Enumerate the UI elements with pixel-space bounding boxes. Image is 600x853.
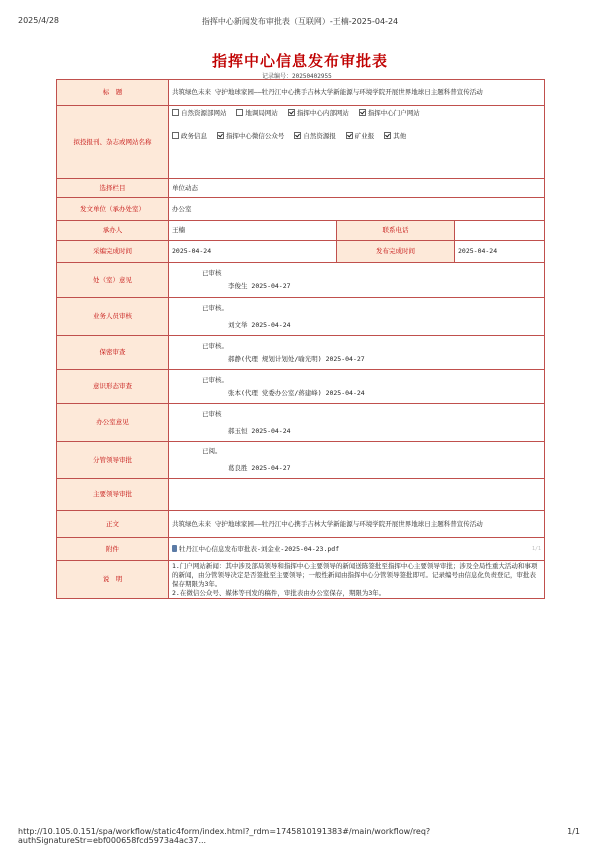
title-row [57,80,545,106]
attachment-link[interactable]: 牡丹江中心信息发布审批表-刘金业-2025-04-23.pdf [179,544,340,553]
opinion-leader-label: 分管领导审批 [57,442,169,479]
opinion-chief-cell [169,479,545,511]
channel-option[interactable]: 地调局网站 [236,109,278,118]
dates-row [57,241,545,263]
attachment-row [57,538,545,561]
explain-line: 1.门户网站新闻：其中涉及部局领导和指挥中心主要领导的新闻送陈签批至指挥中心主要领导审批；涉及全局性重大活动和事项的新闻，由分管领导决定是否签批至主要领导；一般性新闻由指挥中心分管领导签批即可。记录编号由信息化负责登记，审批表保存期限为3年。 [172,562,538,588]
opinion-secret-cell [169,336,545,370]
opinion-secret-row [57,336,545,370]
opinion-leader-row [57,442,545,479]
collect-time-value: 2025-04-24 [169,241,337,263]
handler-label: 承办人 [57,221,169,241]
handler-row [57,221,545,241]
opinion-signature: 张本(代理 党委办公室/蒋建峰) 2025-04-24 [228,388,365,397]
explain-row [57,561,545,599]
attachment-cell [169,538,545,561]
explain-cell [169,561,545,599]
opinion-signature: 李俊生 2025-04-27 [228,282,291,290]
channel-option[interactable]: 自然资源部网站 [172,109,227,118]
body-value: 共筑绿色未来 守护地球家园——牡丹江中心携手吉林大学新能源与环境学院开展世界地球日主题科普宣传活动 [169,511,545,538]
opinion-text: 已审核。 [202,303,228,312]
phone-label: 联系电话 [337,221,455,241]
phone-value [455,221,545,241]
attachment-count: 1/1 [532,545,542,552]
checkbox-icon[interactable] [172,109,179,116]
body-row [57,511,545,538]
print-header-title: 指挥中心新闻发布审批表（互联网）-王楠-2025-04-24 [201,17,399,26]
column-label: 选择栏目 [57,179,169,198]
checkbox-icon[interactable] [217,132,224,139]
opinion-staff-cell [169,298,545,336]
opinion-secret-label: 保密审查 [57,336,169,370]
checkbox-icon[interactable] [359,109,366,116]
form-title: 指挥中心信息发布审批表 [211,52,388,70]
opinion-leader-cell [169,442,545,479]
opinion-dept-row [57,263,545,298]
opinion-signature: 郝玉恒 2025-04-24 [228,426,291,435]
channels-label: 拟投报刊、杂志或网站名称 [57,106,169,179]
opinion-signature: 刘文举 2025-04-24 [228,320,291,329]
opinion-signature: 郝静(代理 规划计划处/喻光明) 2025-04-27 [228,354,365,363]
handler-value: 王楠 [169,221,337,241]
column-row [57,179,545,198]
opinion-text: 已审核。 [202,375,228,384]
approval-form-table [56,79,545,599]
opinion-staff-label: 业务人员审核 [57,298,169,336]
unit-row [57,198,545,221]
checkbox-icon[interactable] [346,132,353,139]
channels-options [169,106,545,179]
opinion-dept-cell [169,263,545,298]
opinion-chief-label: 主要领导审批 [57,479,169,511]
print-page-number: 1/1 [567,827,580,836]
checkbox-icon[interactable] [294,132,301,139]
explain-label: 说 明 [57,561,169,599]
opinion-ideology-row [57,370,545,404]
unit-label: 发文单位（承办处室） [57,198,169,221]
channel-option[interactable]: 政务信息 [172,132,207,141]
channel-option[interactable]: 其他 [384,132,406,141]
checkbox-icon[interactable] [288,109,295,116]
opinion-chief-row [57,479,545,511]
title-value: 共筑绿色未来 守护地球家园——牡丹江中心携手吉林大学新能源与环境学院开展世界地球日主题科普宣传活动 [169,80,545,106]
opinion-text: 已审核。 [202,341,228,350]
channels-row [57,106,545,179]
print-footer-url: http://10.105.0.151/spa/workflow/static4form/index.html?_rdm=1745810191383#/main/workflow/req?authSignatureStr=ebf000658fcd5973a4ac37... [18,827,431,845]
opinion-staff-row [57,298,545,336]
checkbox-icon[interactable] [172,132,179,139]
checkbox-icon[interactable] [236,109,243,116]
channel-option[interactable]: 指挥中心微信公众号 [217,132,285,141]
unit-value: 办公室 [169,198,545,221]
record-number: 记录编号：20250402955 [262,73,332,80]
opinion-signature: 葛良胜 2025-04-27 [228,464,291,472]
explain-line: 2.在微信公众号、媒体等刊发的稿件，审批表由办公室保存，期限为3年。 [172,589,386,597]
attachment-label: 附件 [57,538,169,561]
opinion-text: 已审核 [202,269,222,277]
channel-option[interactable]: 矿业报 [346,132,375,141]
opinion-text: 已阅。 [202,447,222,455]
channel-option[interactable]: 自然资源报 [294,132,336,141]
publish-time-label: 发布完成时间 [337,241,455,263]
opinion-ideology-cell [169,370,545,404]
opinion-office-row [57,404,545,442]
title-label: 标 题 [57,80,169,106]
opinion-dept-label: 处（室）意见 [57,263,169,298]
opinion-ideology-label: 意识形态审查 [57,370,169,404]
opinion-office-label: 办公室意见 [57,404,169,442]
collect-time-label: 采编完成时间 [57,241,169,263]
opinion-text: 已审核 [202,409,222,418]
publish-time-value: 2025-04-24 [455,241,545,263]
body-label: 正文 [57,511,169,538]
checkbox-icon[interactable] [384,132,391,139]
pdf-file-icon [172,545,177,552]
channel-option[interactable]: 指挥中心门户网站 [359,109,420,118]
column-value: 单位动态 [169,179,545,198]
opinion-office-cell [169,404,545,442]
print-date: 2025/4/28 [18,16,60,25]
channel-option[interactable]: 指挥中心内部网站 [288,109,349,118]
